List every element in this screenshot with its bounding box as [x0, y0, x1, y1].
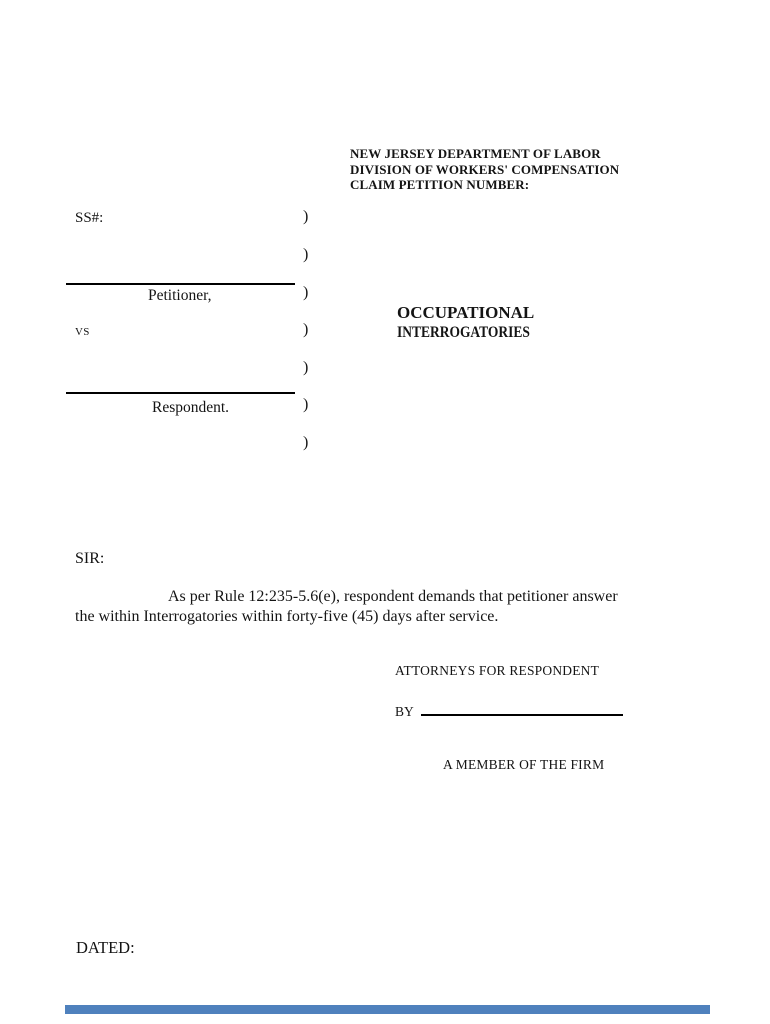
petitioner-label: Petitioner, [148, 287, 212, 304]
member-of-the-firm-label: A MEMBER OF THE FIRM [443, 757, 605, 772]
dated-label: DATED: [76, 938, 135, 957]
caption-bracket-1: ) [303, 208, 309, 225]
by-signature-blank-line[interactable] [421, 703, 623, 716]
respondent-name-blank-line[interactable] [66, 392, 295, 394]
petitioner-name-blank-line[interactable] [66, 283, 295, 285]
court-header-line-1: NEW JERSEY DEPARTMENT OF LABOR [350, 146, 601, 161]
vs-label: VS [75, 326, 90, 338]
claim-petition-number-label: CLAIM PETITION NUMBER: [350, 177, 530, 192]
caption-bracket-5: ) [303, 359, 309, 376]
demand-paragraph-line-2: the within Interrogatories within forty-five (45) days after service. [75, 607, 499, 625]
court-header-block [350, 146, 619, 193]
attorneys-for-respondent-label: ATTORNEYS FOR RESPONDENT [395, 663, 600, 678]
caption-bracket-6: ) [303, 396, 309, 413]
document-title [397, 303, 550, 342]
demand-paragraph [75, 587, 635, 626]
caption-bracket-2: ) [303, 246, 309, 263]
caption-bracket-7: ) [303, 434, 309, 451]
document-title-line-2: INTERROGATORIES [397, 324, 530, 341]
court-header-line-2: DIVISION OF WORKERS' COMPENSATION [350, 161, 620, 177]
respondent-label: Respondent. [152, 399, 230, 416]
ss-number-label: SS#: [75, 210, 104, 226]
demand-paragraph-line-1: As per Rule 12:235-5.6(e), respondent demands that petitioner answer [168, 588, 618, 605]
footer-accent-bar [65, 1005, 710, 1014]
by-label: BY [395, 704, 414, 719]
document-title-line-1: OCCUPATIONAL [397, 303, 535, 322]
salutation: SIR: [75, 550, 105, 567]
caption-bracket-3: ) [303, 284, 309, 301]
by-signature-row [395, 703, 623, 720]
caption-bracket-4: ) [303, 321, 309, 338]
